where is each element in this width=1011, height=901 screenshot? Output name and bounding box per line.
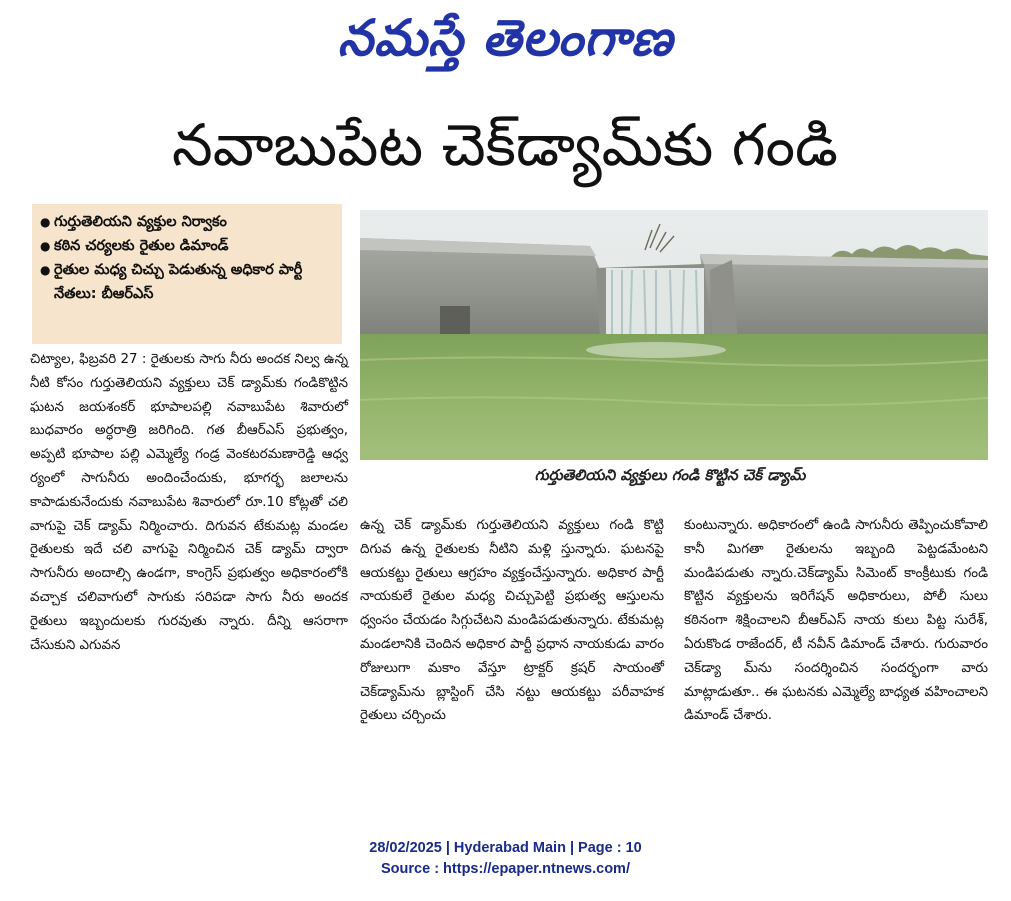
check-dam-illustration [360, 210, 988, 460]
highlight-text: కఠిన చర్యలకు రైతుల డిమాండ్ [54, 238, 229, 254]
highlight-item [40, 258, 334, 306]
source-link[interactable]: Source : https://epaper.ntnews.com/ [381, 861, 630, 877]
page-footer [0, 838, 1011, 880]
check-dam-photo [360, 210, 988, 460]
highlight-text: గుర్తుతెలియని వ్యక్తుల నిర్వాకం [54, 214, 227, 230]
bullet-icon: ● [40, 239, 51, 253]
bullet-icon: ● [40, 263, 51, 277]
highlight-item [40, 210, 334, 234]
article-column-2 [360, 514, 664, 728]
column-text: చిట్యాల, ఫిబ్రవరి 27 : రైతులకు సాగు నీరు అందక నిల్వ ఉన్న నీటి కోసం గుర్తుతెలియని వ్యక్తులు చెక్ డ్యామ్‌కు గండికొట్టిన ఘటన జయశంకర్ భూపాలపల్లి నవాబుపేట శివారులో బుధవారం అర్ధరాత్రి జరిగింది. గత బీఆర్‌ఎస్ ప్రభుత్వం, అప్పటి భూపాల పల్లి ఎమ్మెల్యే గండ్ర వెంకటరమణారెడ్డి ఆధ్వ ర్యంలో సాగునీరు అందించేందుకు, భూగర్భ జలాలను కాపాడుకునేందుకు నవాబుపేట శివారులో రూ.10 కోట్లతో చలి వాగుపై చెక్ డ్యామ్ నిర్మించారు. దిగువన టేకుమట్ల మండల రైతులకు ఇదే చలి వాగుపై నిర్మించిన చెక్ డ్యామ్ ద్వారా సాగునీరు అందాల్సి ఉండగా, కాంగ్రెస్ ప్రభుత్వం అధికారంలోకి వచ్చాక చలివాగులో సాగుకు సరిపడా సాగు నీరు అందక రైతులు ఇబ్బందులకు గురవుతు న్నారు. దీన్ని ఆసరాగా చేసుకుని ఎగువన [30, 352, 348, 653]
photo-caption: గుర్తుతెలియని వ్యక్తులు గండి కొట్టిన చెక్ డ్యామ్ [534, 466, 806, 484]
bullet-icon: ● [40, 215, 51, 229]
article-column-1 [30, 348, 348, 657]
edition-info: 28/02/2025 | Hyderabad Main | Page : 10 [369, 840, 642, 856]
article-headline: నవాబుపేట చెక్‌డ్యామ్‌కు గండి [172, 111, 838, 179]
column-text: ఉన్న చెక్ డ్యామ్‌కు గుర్తుతెలియని వ్యక్తులు గండి కొట్టి దిగువ ఉన్న రైతులకు నీటిని మళ్లి స్తున్నారు. ఘటనపై ఆయకట్టు రైతులు ఆగ్రహం వ్యక్తంచేస్తున్నారు. అధికార పార్టీ నాయకులే రైతుల మధ్య చిచ్చుపెట్టి ప్రభుత్వ ఆస్తులను ధ్వంసం చేయడం సిగ్గుచేటని మండిపడుతున్నారు. టేకుమట్ల మండలానికి చెందిన అధికార పార్టీ ప్రధాన నాయకుడు వారం రోజులుగా మకాం వేస్తూ ట్రాక్టర్ క్రషర్ సాయంతో చెక్‌డ్యామ్‌ను బ్లాస్టింగ్ చేసి నట్టు ఆయకట్టు పరీవాహక రైతులు చర్చించు [360, 518, 664, 724]
newspaper-masthead: నమస్తే తెలంగాణ [337, 9, 674, 67]
article-column-3 [684, 514, 988, 728]
column-text: కుంటున్నారు. అధికారంలో ఉండి సాగునీరు తెప్పించుకోవాలి కానీ మిగతా రైతులను ఇబ్బంది పెట్టడమేంటని మండిపడుతు న్నారు.చెక్‌డ్యామ్ సిమెంట్ కాంక్రీటుకు గండి కొట్టిన వ్యక్తులను ఇరిగేషన్ అధికారులు, పోలీ సులు కఠినంగా శిక్షించాలని బీఆర్‌ఎస్ నాయ కులు పిట్ట సురేశ్, ఏరుకొండ రాజేందర్, టీ నవీన్ డిమాండ్ చేశారు. గురువారం చెక్‌డ్యా మ్‌ను సందర్శించిన సందర్భంగా వారు మాట్లాడుతూ.. ఈ ఘటనకు ఎమ్మెల్యే బాధ్యత వహించాలని డిమాండ్ చేశారు. [684, 518, 988, 724]
highlight-item [40, 234, 334, 258]
highlight-text: రైతుల మధ్య చిచ్చు పెడుతున్న అధికార పార్టీ నేతలు: బీఆర్‌ఎస్ [54, 262, 303, 302]
highlights-box [32, 204, 342, 344]
